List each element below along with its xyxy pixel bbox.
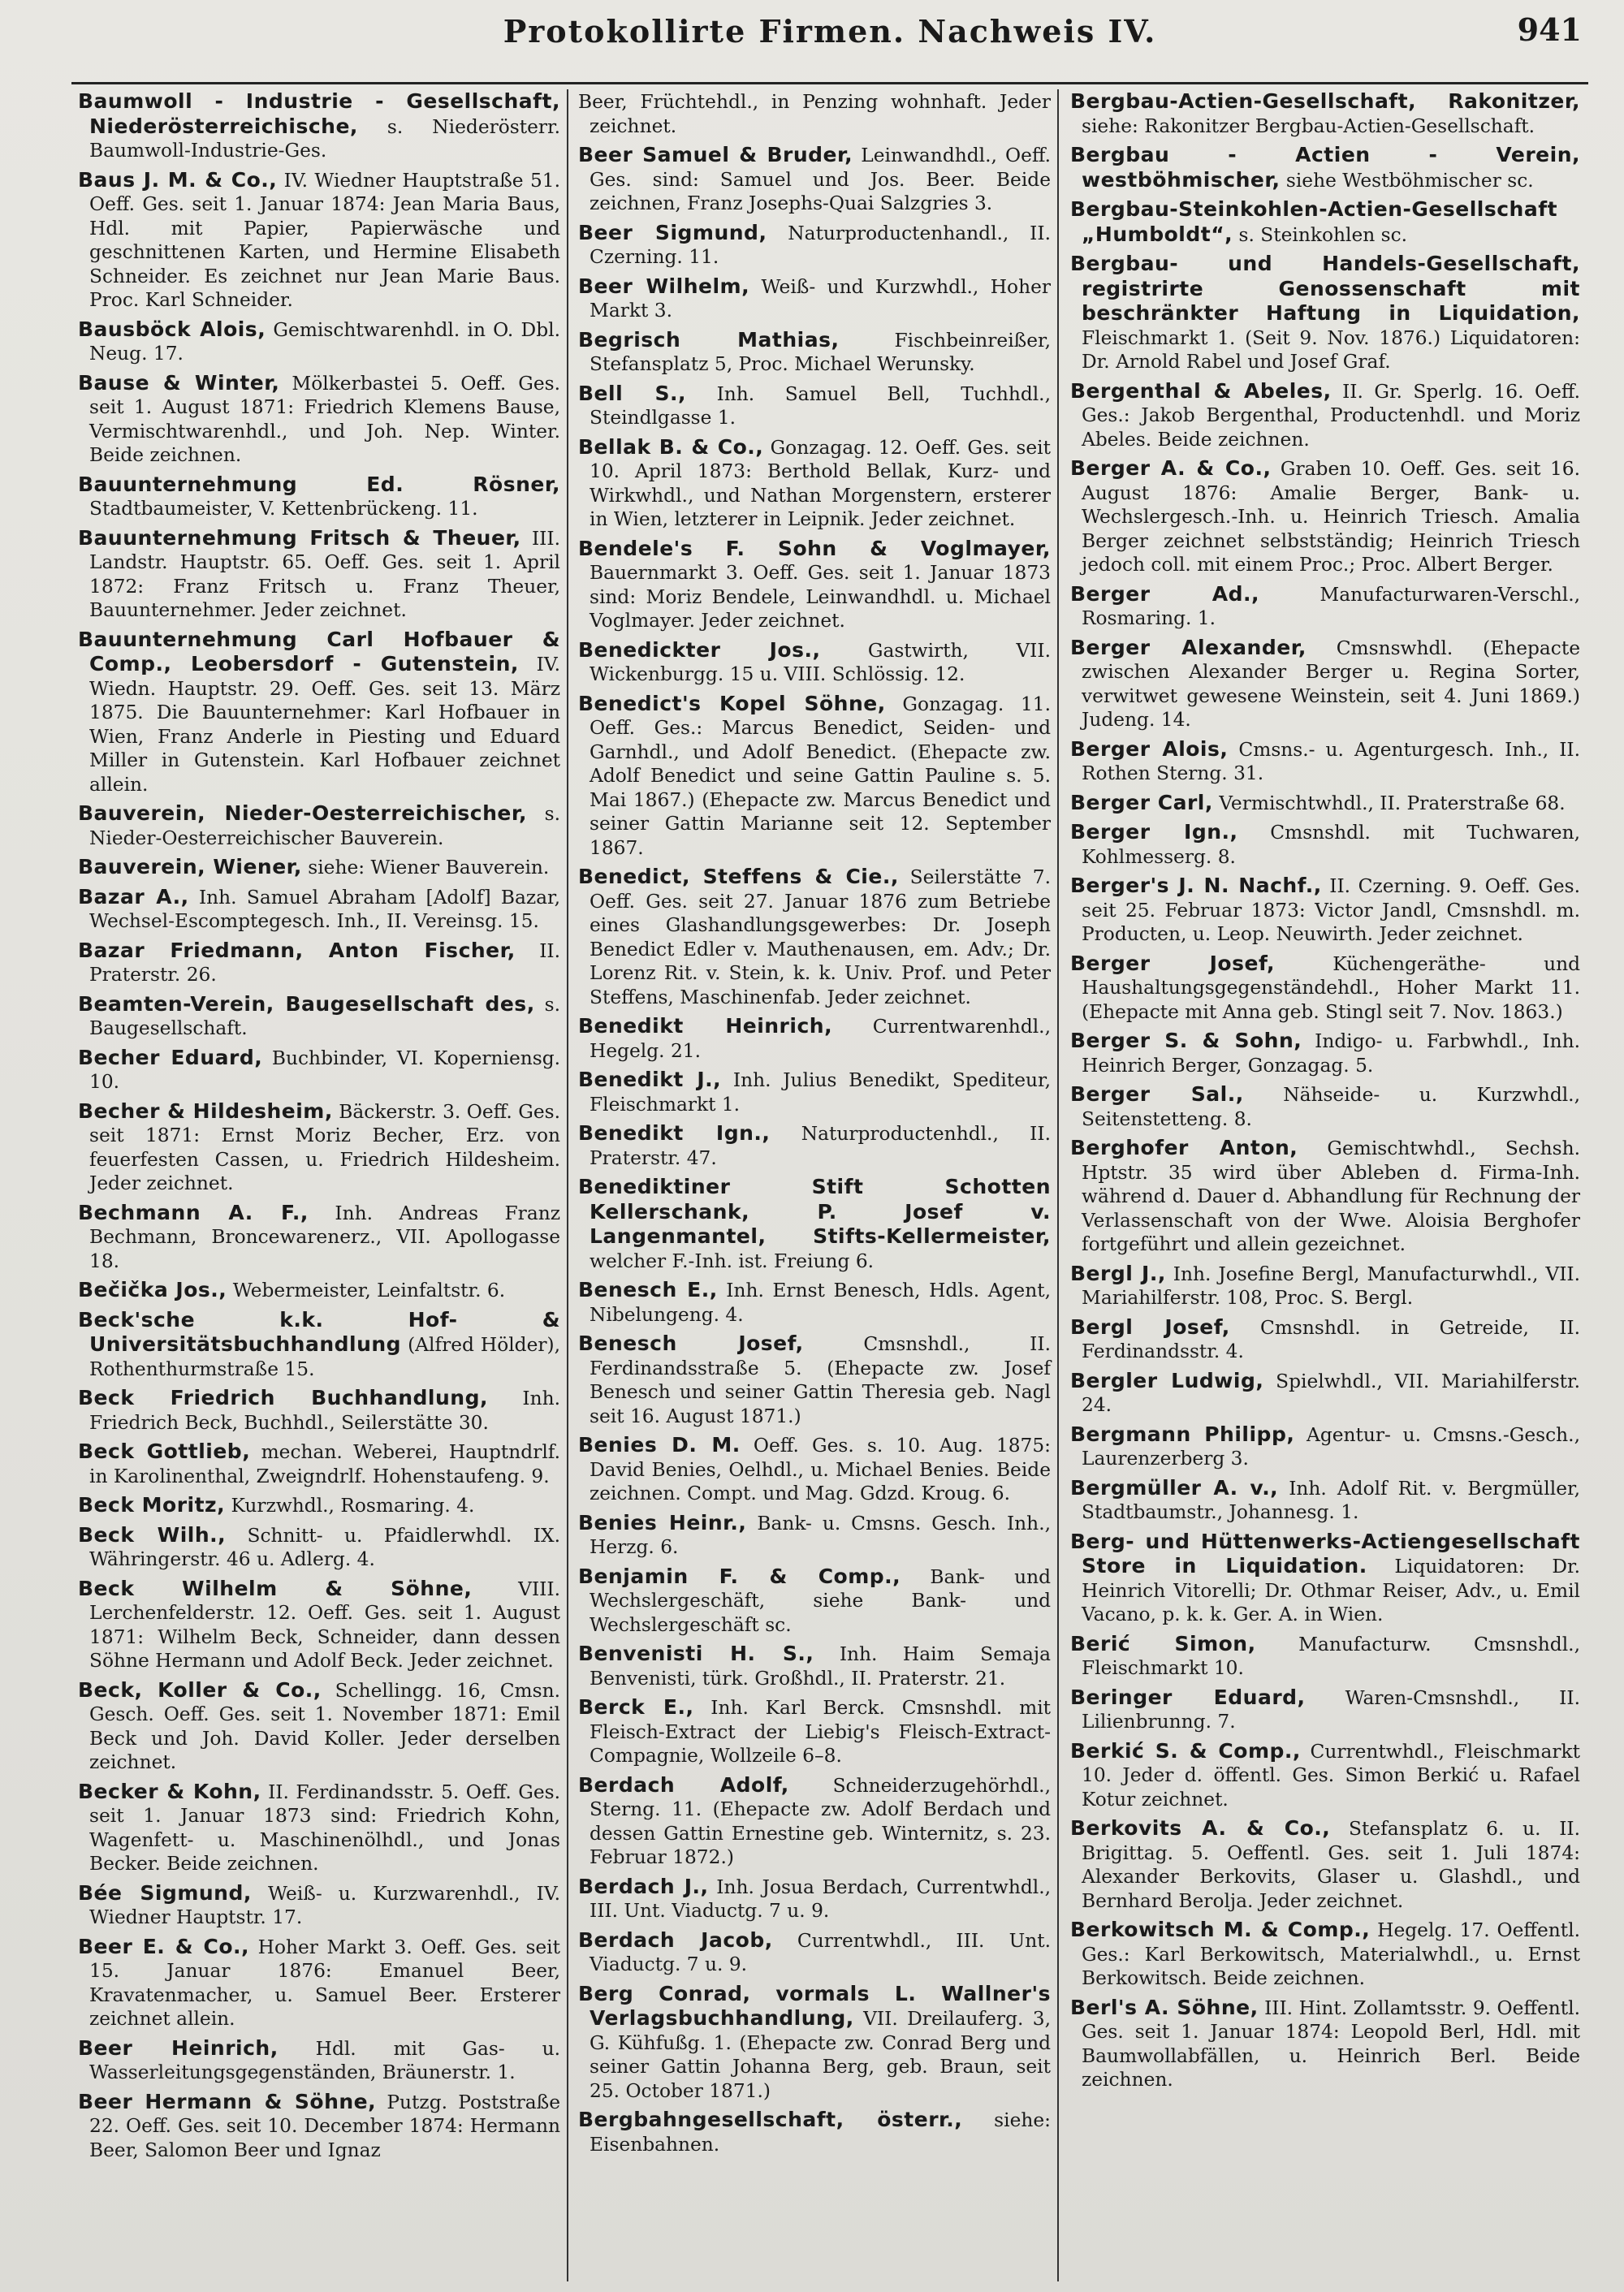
directory-entry (1070, 1262, 1580, 1310)
firm-details: Bank- u. Cmsns. Gesch. Inh., Herzg. 6. (590, 1512, 1052, 1558)
directory-entry (1070, 1029, 1580, 1077)
firm-details: Inh. Ernst Benesch, Hdls. Agent, Nibelungeng. 4. (590, 1280, 1051, 1326)
firm-name: Baus J. M. & Co., (78, 167, 278, 192)
directory-entry (78, 628, 560, 797)
directory-entry (1070, 379, 1580, 452)
firm-name: Beck'sche k.k. Hof- & Universitätsbuchhandlung (78, 1307, 560, 1356)
directory-entry (578, 692, 1051, 861)
directory-entry (1070, 952, 1580, 1025)
firm-name: Beamten-Verein, Baugesellschaft des, (78, 991, 535, 1016)
directory-entry (78, 1201, 560, 1274)
directory-entry (78, 1678, 560, 1775)
firm-name: Beer Samuel & Bruder, (578, 143, 853, 166)
directory-entry (78, 317, 560, 366)
firm-details: Currentwarenhdl., Hegelg. 21. (590, 1016, 1051, 1062)
firm-details: s. Nieder-Oesterreichischer Bauverein. (89, 803, 560, 849)
directory-entry (578, 435, 1051, 532)
page-number: 941 (1517, 11, 1582, 48)
page-title: Protokollirte Firmen. Nachweis IV. (503, 13, 1157, 50)
firm-name: Bazar Friedmann, Anton Fischer, (78, 938, 516, 962)
firm-details: mechan. Weberei, Hauptndrlf. in Karolinenthal, Zweigndrlf. Hohenstaufeng. 9. (89, 1441, 561, 1487)
firm-details: Inh. Josefine Bergl, Manufacturwhdl., VII. Mariahilferstr. 108, Proc. S. Bergl. (1082, 1263, 1581, 1309)
directory-entry (78, 526, 560, 623)
firm-name: Berdach Adolf, (578, 1772, 789, 1797)
firm-details: Beer, Früchtehdl., in Penzing wohnhaft. Jeder zeichnet. (578, 91, 1051, 137)
directory-entry (1070, 1530, 1580, 1627)
firm-details: welcher F.-Inh. ist. Freiung 6. (590, 1250, 875, 1272)
directory-entry (78, 992, 560, 1041)
firm-details: Inh. Friedrich Beck, Buchhdl., Seilerstätte 30. (89, 1388, 561, 1434)
directory-entry (578, 1121, 1051, 1170)
firm-name: Berger S. & Sohn, (1070, 1029, 1302, 1052)
directory-entry (78, 1493, 560, 1518)
columns (71, 89, 1588, 2281)
firm-name: Benediktiner Stift Schotten Kellerschank, P. Josef v. Langenmantel, Stifts-Kellermeister, (578, 1175, 1051, 1248)
firm-details: Agentur- u. Cmsns.-Gesch., Laurenzerberg 3. (1082, 1423, 1580, 1470)
directory-entry (1070, 1739, 1580, 1812)
firm-name: Bergbau-Steinkohlen-Actien-Gesellschaft „Humboldt“, (1070, 197, 1558, 246)
firm-name: Bause & Winter, (78, 370, 280, 395)
directory-entry (78, 1577, 560, 1673)
directory-entry (578, 1875, 1051, 1923)
directory-entry (78, 2036, 560, 2085)
firm-details: Gemischtwarenhdl. in O. Dbl. Neug. 17. (89, 318, 560, 365)
firm-details: (Alfred Hölder), Rothenthurmstraße 15. (89, 1334, 561, 1380)
firm-details: Seilerstätte 7. Oeff. Ges. seit 27. Januar 1876 zum Betriebe eines Glashandlungsgewerbes: Dr. Joseph Benedict Edler v. Mauthenausen, em. Adv.; Dr. Lorenz Rit. v. Stein, k. k. Univ. Prof. und Peter Steffens, Maschinenfab. Jeder zeichnet. (590, 866, 1051, 1008)
firm-details: Hegelg. 17. Oeffentl. Ges.: Karl Berkowitsch, Materialwhdl., u. Ernst Berkowitsch. Beide zeichnen. (1082, 1919, 1580, 1989)
directory-entry (1070, 1422, 1580, 1471)
directory-entry (578, 328, 1051, 377)
column-3 (1059, 89, 1587, 2281)
firm-details: Fleischmarkt 1. (Seit 9. Nov. 1876.) Liquidatoren: Dr. Arnold Rabel und Josef Graf. (1082, 326, 1580, 373)
firm-name: Bendele's F. Sohn & Voglmayer, (578, 536, 1051, 560)
firm-name: Beck Wilh., (78, 1522, 227, 1547)
directory-entry (78, 885, 560, 934)
firm-details: siehe Westböhmischer sc. (1285, 169, 1534, 192)
firm-name: Bausböck Alois, (78, 317, 266, 341)
directory-entry (578, 1511, 1051, 1560)
page-header (71, 6, 1588, 84)
firm-name: Berghofer Anton, (1070, 1136, 1298, 1159)
firm-name: Beer Wilhelm, (578, 274, 750, 298)
firm-details: Schneiderzugehörhdl., Sterng. 11. (Ehepacte zw. Adolf Berdach und dessen Gattin Ernestine geb. Winternitz, s. 23. Februar 1872.) (590, 1774, 1051, 1868)
firm-name: Bauunternehmung Carl Hofbauer & Comp., Leobersdorf - Gutenstein, (78, 627, 560, 676)
firm-details: Manufacturwaren-Verschl., Rosmaring. 1. (1082, 583, 1581, 629)
firm-details: Küchengeräthe- und Haushaltungsgegenständehdl., Hoher Markt 11. (Ehepacte mit Anna geb. Stingl seit 7. Nov. 1863.) (1082, 952, 1580, 1023)
firm-details: s. Baugesellschaft. (89, 993, 560, 1039)
directory-entry (1070, 197, 1580, 247)
firm-name: Benies Heinr., (578, 1510, 747, 1534)
directory-entry (578, 1278, 1051, 1327)
firm-name: Benesch Josef, (578, 1332, 804, 1355)
firm-name: Berkić S. & Comp., (1070, 1738, 1301, 1763)
firm-name: Bellak B. & Co., (578, 434, 764, 459)
directory-entry (78, 1099, 560, 1196)
firm-name: Bell S., (578, 381, 686, 405)
firm-name: Benesch E., (578, 1278, 718, 1301)
directory-entry (578, 143, 1051, 216)
firm-name: Beck, Koller & Co., (78, 1677, 322, 1702)
firm-details: Cmsnshdl. in Getreide, II. Ferdinandsstr. 4. (1082, 1316, 1581, 1362)
firm-name: Bauverein, Wiener, (78, 855, 302, 878)
directory-entry (578, 1695, 1051, 1768)
directory-entry (1070, 456, 1580, 577)
directory-entry (1070, 1082, 1580, 1131)
firm-name: Beck Moritz, (78, 1493, 226, 1517)
firm-details: Hoher Markt 3. Oeff. Ges. seit 15. Januar 1876: Emanuel Beer, Kravatenmacher, u. Samuel Beer. Ersterer zeichnet allein. (89, 1936, 560, 2030)
directory-entry (578, 221, 1051, 270)
firm-name: Beringer Eduard, (1070, 1685, 1306, 1709)
directory-entry (78, 801, 560, 850)
firm-name: Bergenthal & Abeles, (1070, 378, 1332, 403)
directory-entry (578, 1433, 1051, 1506)
firm-name: Berck E., (578, 1695, 694, 1719)
firm-details: III. Hint. Zollamtsstr. 9. Oeffentl. Ges. seit 1. Januar 1874: Leopold Berl, Hdl. mit Baumwollabfällen, u. Heinrich Berl. Beide zeichnen. (1082, 1996, 1581, 2091)
firm-details: Nähseide- u. Kurzwhdl., Seitenstetteng. 8. (1082, 1084, 1580, 1130)
firm-name: Berger Ign., (1070, 820, 1238, 844)
firm-details: Oeff. Ges. s. 10. Aug. 1875: David Benies, Oelhdl., u. Michael Benies. Beide zeichnen. Compt. und Mag. Gdzd. Kroug. 6. (590, 1435, 1052, 1504)
firm-details: Schnitt- u. Pfaidlerwhdl. IX. Währingerstr. 46 u. Adlerg. 4. (89, 1524, 561, 1570)
directory-entry (1070, 874, 1580, 947)
directory-entry (578, 537, 1051, 633)
firm-name: Bauunternehmung Ed. Rösner, (78, 472, 560, 496)
firm-details: Bäckerstr. 3. Oeff. Ges. seit 1871: Ernst Moriz Becher, Erz. von feuerfesten Cassen, u. Friedrich Hildesheim. Jeder zeichnet. (89, 1100, 560, 1194)
firm-details: Inh. Adolf Rit. v. Bergmüller, Stadtbaumstr., Johannesg. 1. (1082, 1477, 1580, 1523)
firm-name: Benedickter Jos., (578, 637, 821, 662)
firm-details: Hdl. mit Gas- u. Wasserleitungsgegenständen, Bräunerstr. 1. (89, 2037, 560, 2083)
directory-entry (1070, 636, 1580, 732)
directory-entry (578, 1565, 1051, 1638)
firm-name: Benedikt Ign., (578, 1121, 771, 1145)
firm-details: Cmsnshdl. mit Tuchwaren, Kohlmesserg. 8. (1082, 822, 1581, 868)
firm-name: Bergbau - Actien - Verein, westböhmischer, (1070, 143, 1580, 192)
firm-details: VIII. Lerchenfelderstr. 12. Oeff. Ges. seit 1. August 1871: Wilhelm Beck, Schneider, dann dessen Söhne Hermann und Adolf Beck. Jeder zeichnet. (89, 1578, 560, 1672)
firm-name: Berkowitsch M. & Comp., (1070, 1918, 1371, 1941)
firm-details: Gastwirth, VII. Wickenburgg. 15 u. VIII. Schlössig. 12. (590, 639, 1051, 685)
firm-name: Baumwoll - Industrie - Gesellschaft, Niederösterreichische, (78, 89, 560, 138)
directory-entry (1070, 737, 1580, 786)
firm-name: Beer Sigmund, (578, 220, 767, 244)
firm-name: Bauunternehmung Fritsch & Theuer, (78, 525, 521, 550)
firm-name: Begrisch Mathias, (578, 327, 840, 352)
directory-entry (78, 1523, 560, 1572)
directory-entry (1070, 1369, 1580, 1418)
firm-name: Berger A. & Co., (1070, 456, 1272, 480)
directory-entry (1070, 1996, 1580, 2092)
firm-name: Benedikt Heinrich, (578, 1014, 833, 1038)
firm-name: Benedict's Kopel Söhne, (578, 691, 886, 715)
directory-entry (578, 1982, 1051, 2104)
firm-name: Bečička Jos., (78, 1278, 227, 1301)
firm-name: Berdach Jacob, (578, 1927, 773, 1952)
firm-name: Berger's J. N. Nachf., (1070, 874, 1322, 897)
firm-details: Naturproductenhdl., II. Praterstr. 47. (590, 1123, 1051, 1169)
directory-entry (78, 89, 560, 163)
firm-details: Buchbinder, VI. Koperniensg. 10. (89, 1047, 561, 1093)
directory-entry (1070, 1476, 1580, 1525)
firm-name: Bée Sigmund, (78, 1880, 252, 1905)
directory-entry (78, 473, 560, 521)
directory-entry (78, 939, 560, 987)
firm-name: Bergbau-Actien-Gesellschaft, Rakonitzer, (1070, 89, 1580, 113)
firm-name: Becker & Kohn, (78, 1779, 261, 1803)
firm-name: Berger Ad., (1070, 581, 1259, 606)
firm-details: Schellingg. 16, Cmsn. Gesch. Oeff. Ges. seit 1. November 1871: Emil Beck und Joh. David Koller. Jeder derselben zeichnet. (89, 1679, 561, 1773)
firm-details: Mölkerbastei 5. Oeff. Ges. seit 1. August 1871: Friedrich Klemens Bause, Vermischtwarenhdl., und Joh. Nep. Winter. Beide zeichnen. (89, 372, 560, 466)
firm-name: Beck Wilhelm & Söhne, (78, 1576, 473, 1600)
directory-entry (78, 855, 560, 880)
firm-details: Vermischtwhdl., II. Praterstraße 68. (1219, 792, 1566, 814)
directory-entry (78, 1046, 560, 1094)
firm-details: II. Ferdinandsstr. 5. Oeff. Ges. seit 1. Januar 1873 sind: Friedrich Kohn, Wagenfett- u. Maschinenölhdl., und Jonas Becker. Beide zeichnen. (89, 1781, 560, 1875)
column-2 (568, 89, 1059, 2281)
firm-details: IV. Wiedner Hauptstraße 51. Oeff. Ges. seit 1. Januar 1874: Jean Maria Baus, Hdl. mit Papier, Papierwäsche und geschnittenen Karten, und Hermine Elisabeth Schneider. Es zeichnet nur Jean Marie Baus. Proc. Karl Schneider. (89, 169, 560, 311)
directory-entry (578, 1773, 1051, 1870)
firm-details: Weiß- u. Kurzwarenhdl., IV. Wiedner Hauptstr. 17. (89, 1882, 561, 1928)
directory-entry (78, 1308, 560, 1382)
directory-entry (78, 1278, 560, 1303)
directory-entry (78, 1440, 560, 1488)
firm-name: Benies D. M. (578, 1433, 741, 1457)
firm-name: Bazar A., (78, 884, 189, 909)
firm-name: Bechmann A. F., (78, 1200, 309, 1224)
firm-name: Benvenisti H. S., (578, 1642, 814, 1665)
directory-entry (1070, 1816, 1580, 1913)
firm-name: Benjamin F. & Comp., (578, 1564, 901, 1588)
column-1 (71, 89, 568, 2281)
directory-entry (78, 2090, 560, 2163)
firm-details: Webermeister, Leinfaltstr. 6. (232, 1280, 506, 1301)
firm-name: Becher Eduard, (78, 1045, 263, 1069)
directory-entry (1070, 582, 1580, 631)
firm-details: Bank- und Wechslergeschäft, siehe Bank- und Wechslergeschäft sc. (590, 1565, 1051, 1636)
firm-details: Stefansplatz 6. u. II. Brigittag. 5. Oeffentl. Ges. seit 1. Juli 1874: Alexander Berkovits, Glaser u. Glashdl., und Bernhard Berolja. Jeder zeichnet. (1082, 1818, 1581, 1912)
directory-entry (78, 371, 560, 468)
firm-details: Gonzagag. 12. Oeff. Ges. seit 10. April 1873: Berthold Bellak, Kurz- und Wirkwhdl., und Nathan Morgenstern, ersterer in Wien, letzterer in Leipnik. Jeder zeichnet. (590, 436, 1051, 530)
firm-name: Bergl Josef, (1070, 1314, 1230, 1339)
directory-entry (578, 89, 1051, 138)
directory-entry (578, 638, 1051, 687)
directory-entry (1070, 89, 1580, 138)
firm-details: IV. Wiedn. Hauptstr. 29. Oeff. Ges. seit 13. März 1875. Die Bauunternehmer: Karl Hofbauer in Wien, Franz Anderle in Piesting und Eduard Miller in Gutenstein. Karl Hofbauer zeichnet allein. (89, 654, 560, 796)
firm-name: Berg- und Hüttenwerks-Actiengesellschaft Store in Liquidation. (1070, 1529, 1580, 1578)
firm-name: Bergbau- und Handels-Gesellschaft, registrirte Genossenschaft mit beschränkter Haftung in Liquidation, (1070, 252, 1580, 325)
directory-entry (1070, 1686, 1580, 1734)
firm-details: Inh. Karl Berck. Cmsnshdl. mit Fleisch-Extract der Liebig's Fleisch-Extract-Compagnie, Wollzeile 6–8. (590, 1697, 1052, 1767)
firm-name: Bergler Ludwig, (1070, 1368, 1264, 1392)
directory-entry (578, 1332, 1051, 1428)
firm-details: siehe: Rakonitzer Bergbau-Actien-Gesellschaft. (1082, 114, 1535, 137)
firm-name: Berić Simon, (1070, 1631, 1256, 1655)
directory-entry (1070, 820, 1580, 869)
directory-entry (78, 1780, 560, 1876)
firm-details: Gemischtwhdl., Sechsh. Hptstr. 35 wird über Ableben d. Firma-Inh. während d. Dauer d. Abhandlung für Rechnung der Verlassenschaft von der Wwe. Aloisia Berghofer fortgeführt und allein gezeichnet. (1082, 1137, 1581, 1255)
firm-details: Waren-Cmsnshdl., II. Lilienbrunng. 7. (1082, 1686, 1580, 1733)
firm-details: Cmsns.- u. Agenturgesch. Inh., II. Rothen Sterng. 31. (1082, 738, 1581, 784)
firm-details: II. Czerning. 9. Oeff. Ges. seit 25. Februar 1873: Victor Jandl, Cmsnshdl. m. Producten, u. Leop. Neuwirth. Jeder zeichnet. (1082, 875, 1581, 945)
firm-name: Berg Conrad, vormals L. Wallner's Verlagsbuchhandlung, (578, 1981, 1051, 2030)
firm-name: Berger Sal., (1070, 1082, 1244, 1106)
directory-entry (578, 274, 1051, 323)
firm-details: Inh. Samuel Abraham [Adolf] Bazar, Wechsel-Escomptegesch. Inh., II. Vereinsg. 15. (89, 886, 561, 932)
directory-entry (1070, 1136, 1580, 1257)
firm-details: siehe: Wiener Bauverein. (308, 857, 550, 878)
firm-name: Berger Carl, (1070, 790, 1213, 814)
firm-details: Naturproductenhandl., II. Czerning. 11. (590, 222, 1051, 268)
firm-name: Beer E. & Co., (78, 1934, 249, 1958)
firm-name: Beck Gottlieb, (78, 1440, 251, 1463)
firm-details: Cmsnswhdl. (Ehepacte zwischen Alexander Berger u. Regina Sorter, verwitwet gewesene Weinstein, seit 4. Juni 1869.) Judeng. 14. (1082, 637, 1580, 731)
directory-entry (578, 1068, 1051, 1116)
firm-name: Berger Alois, (1070, 736, 1229, 761)
firm-details: s. Niederösterr. Baumwoll-Industrie-Ges. (89, 115, 560, 162)
firm-details: Indigo- u. Farbwhdl., Inh. Heinrich Berger, Gonzagag. 5. (1082, 1030, 1580, 1077)
firm-name: Bergmann Philipp, (1070, 1422, 1295, 1446)
firm-name: Bauverein, Nieder-Oesterreichischer, (78, 801, 528, 825)
firm-details: Liquidatoren: Dr. Heinrich Vitorelli; Dr. Othmar Reiser, Adv., u. Emil Vacano, p. k. k. Ger. A. in Wien. (1082, 1556, 1580, 1625)
directory-entry (578, 1014, 1051, 1063)
firm-details: II. Praterstr. 26. (89, 939, 560, 986)
firm-name: Berger Alexander, (1070, 635, 1307, 659)
firm-details: Spielwhdl., VII. Mariahilferstr. 24. (1082, 1370, 1580, 1416)
firm-name: Becher & Hildesheim, (78, 1099, 333, 1123)
firm-name: Berdach J., (578, 1874, 709, 1898)
firm-name: Berl's A. Söhne, (1070, 1995, 1259, 2019)
firm-details: Fischbeinreißer, Stefansplatz 5, Proc. Michael Werunsky. (590, 329, 1051, 375)
directory-entry (1070, 1632, 1580, 1681)
firm-details: Kurzwhdl., Rosmaring. 4. (231, 1495, 475, 1517)
directory-entry (578, 1642, 1051, 1690)
firm-details: VII. Dreilauferg. 3, G. Kühfußg. 1. (Ehepacte zw. Conrad Berg und seiner Gattin Johanna Berg, geb. Braun, seit 25. October 1871.) (590, 2008, 1052, 2102)
firm-details: Inh. Julius Benedikt, Spediteur, Fleischmarkt 1. (590, 1069, 1051, 1116)
directory-entry (578, 382, 1051, 430)
firm-details: Manufacturw. Cmsnshdl., Fleischmarkt 10. (1082, 1633, 1580, 1679)
directory-entry (78, 168, 560, 313)
directory-entry (78, 1935, 560, 2031)
firm-details: Currentwhdl., Fleischmarkt 10. Jeder d. öffentl. Ges. Simon Berkić u. Rafael Kotur zeichnet. (1082, 1740, 1581, 1811)
firm-name: Berkovits A. & Co., (1070, 1816, 1331, 1840)
firm-name: Bergmüller A. v., (1070, 1475, 1279, 1500)
firm-name: Beer Heinrich, (78, 2035, 279, 2060)
firm-details: Leinwandhdl., Oeff. Ges. sind: Samuel und Jos. Beer. Beide zeichnen, Franz Josephs-Quai Salzgries 3. (590, 145, 1051, 214)
firm-name: Beck Friedrich Buchhandlung, (78, 1386, 488, 1409)
firm-details: Bauernmarkt 3. Oeff. Ges. seit 1. Januar 1873 sind: Moriz Bendele, Leinwandhdl. u. Michael Voglmayer. Jeder zeichnet. (590, 562, 1051, 632)
firm-name: Berger Josef, (1070, 951, 1275, 975)
firm-details: III. Landstr. Hauptstr. 65. Oeff. Ges. seit 1. April 1872: Franz Fritsch u. Franz Theuer, Bauunternehmer. Jeder zeichnet. (89, 527, 560, 621)
directory-entry (1070, 143, 1580, 192)
firm-details: Graben 10. Oeff. Ges. seit 16. August 1876: Amalie Berger, Bank- u. Wechslergesch.-Inh. u. Heinrich Triesch. Amalia Berger zeichnet selbstständig; Heinrich Triesch jedoch coll. mit einem Proc.; Proc. Albert Berger. (1082, 458, 1580, 576)
firm-details: Inh. Haim Semaja Benvenisti, türk. Großhdl., II. Praterstr. 21. (590, 1643, 1052, 1690)
directory-entry (578, 1928, 1051, 1977)
firm-details: Currentwhdl., III. Unt. Viaductg. 7 u. 9. (590, 1929, 1051, 1975)
firm-details: Weiß- und Kurzwhdl., Hoher Markt 3. (590, 275, 1051, 322)
directory-entry (578, 2108, 1051, 2156)
firm-name: Beer Hermann & Söhne, (78, 2089, 377, 2113)
directory-entry (78, 1881, 560, 1930)
firm-details: Inh. Samuel Bell, Tuchhdl., Steindlgasse 1. (590, 382, 1051, 429)
directory-entry (1070, 1315, 1580, 1364)
firm-details: Inh. Josua Berdach, Currentwhdl., III. Unt. Viaductg. 7 u. 9. (590, 1875, 1051, 1922)
firm-details: Gonzagag. 11. Oeff. Ges.: Marcus Benedict, Seiden- und Garnhdl., und Adolf Benedict. (Ehepacte zw. Adolf Benedict und seine Gattin Pauline s. 5. Mai 1867.) (Ehepacte zw. Marcus Benedict und seiner Gattin Marianne seit 12. September 1867. (590, 693, 1051, 859)
firm-name: Benedikt J., (578, 1068, 722, 1091)
firm-details: Cmsnshdl., II. Ferdinandsstraße 5. (Ehepacte zw. Josef Benesch und seiner Gattin Theresia geb. Nagl seit 16. August 1871.) (590, 1333, 1051, 1427)
firm-name: Benedict, Steffens & Cie., (578, 865, 899, 888)
directory-entry (578, 865, 1051, 1009)
firm-name: Bergbahngesellschaft, österr., (578, 2108, 963, 2131)
firm-details: s. Steinkohlen sc. (1238, 223, 1408, 246)
directory-entry (78, 1386, 560, 1435)
directory-entry (1070, 791, 1580, 816)
directory-entry (1070, 252, 1580, 374)
directory-entry (1070, 1918, 1580, 1991)
directory-entry (578, 1175, 1051, 1273)
firm-details: siehe: Eisenbahnen. (590, 2109, 1051, 2156)
firm-details: Inh. Andreas Franz Bechmann, Broncewarenerz., VII. Apollogasse 18. (89, 1202, 560, 1272)
firm-details: Stadtbaumeister, V. Kettenbrückeng. 11. (89, 498, 478, 520)
firm-details: II. Gr. Sperlg. 16. Oeff. Ges.: Jakob Bergenthal, Productenhdl. und Moriz Abeles. Beide zeichnen. (1082, 380, 1580, 451)
firm-name: Bergl J., (1070, 1261, 1166, 1285)
firm-details: Putzg. Poststraße 22. Oeff. Ges. seit 10. December 1874: Hermann Beer, Salomon Beer und Ignaz (89, 2091, 561, 2161)
